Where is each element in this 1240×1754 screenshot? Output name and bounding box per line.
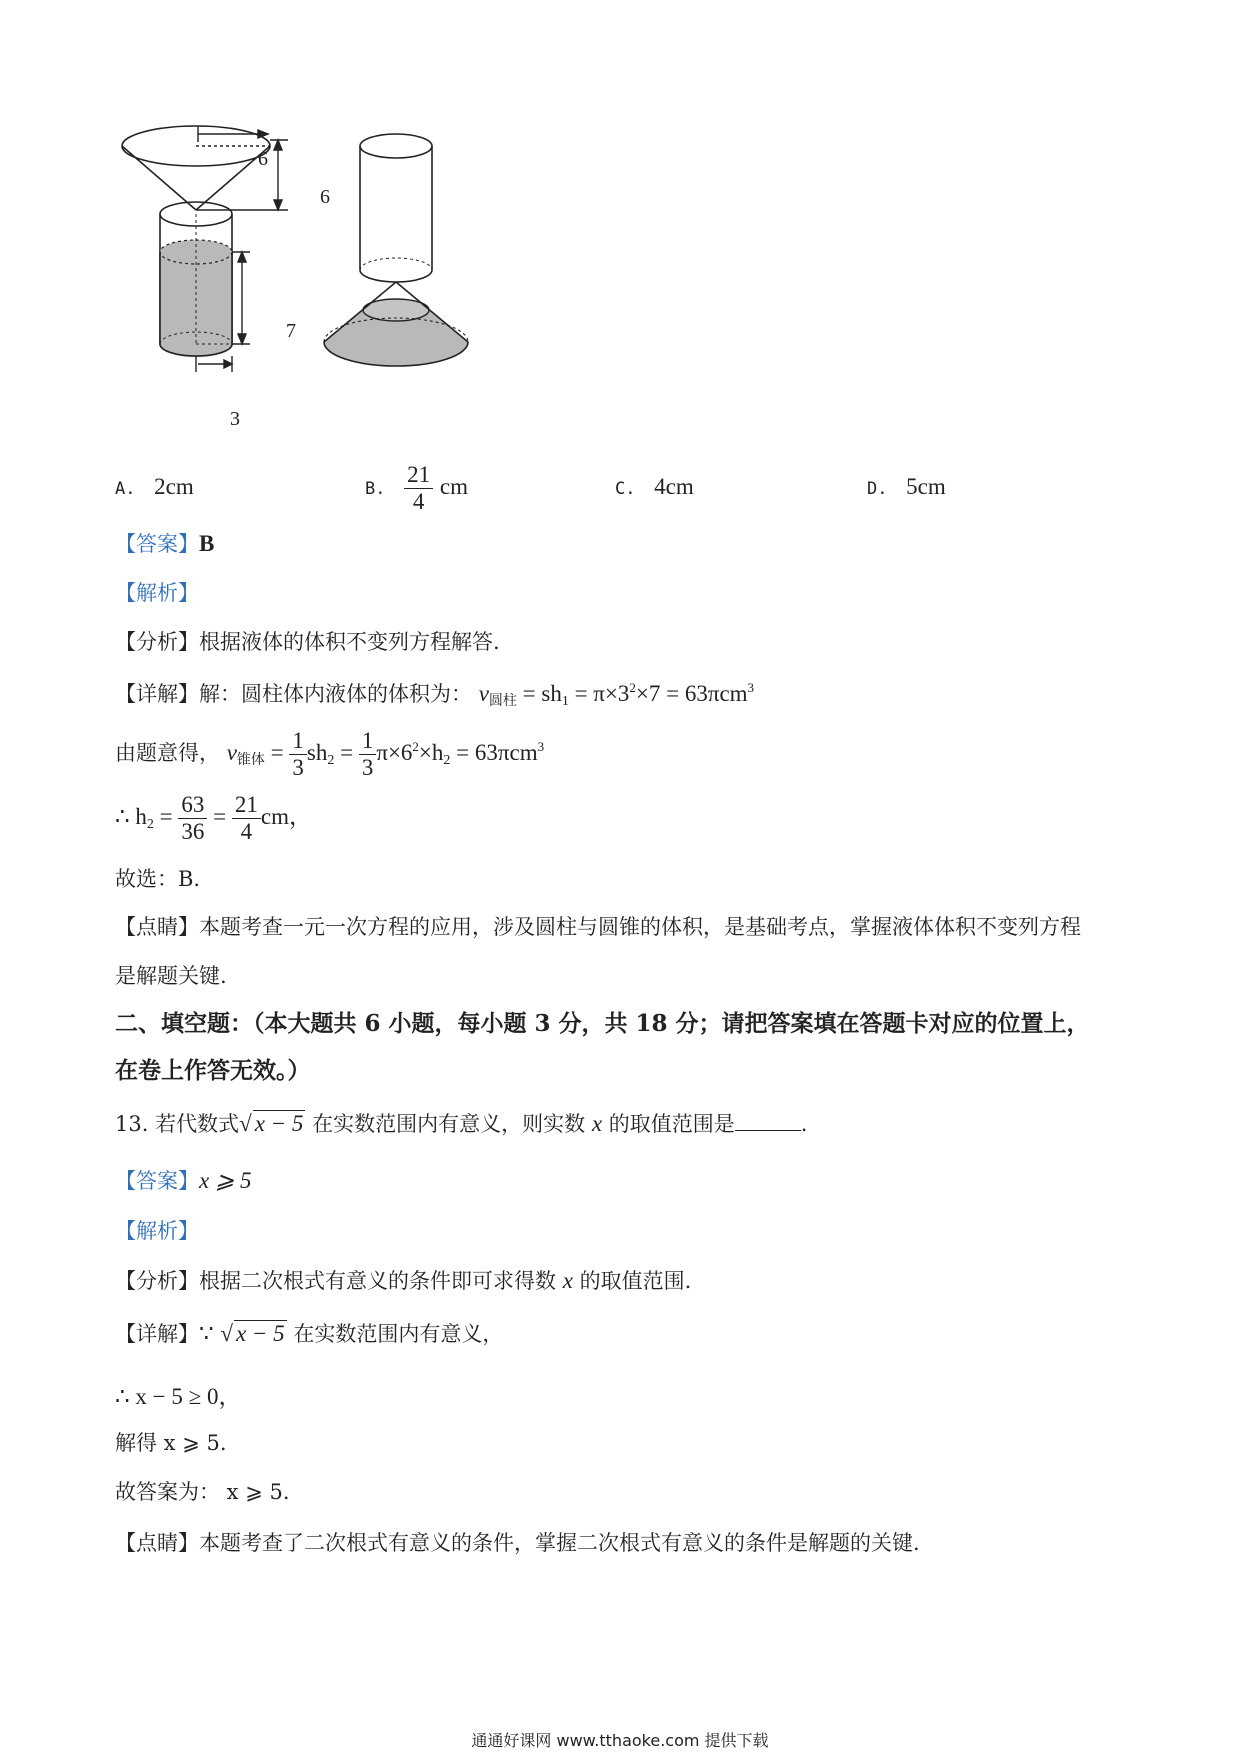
xiangjie-post: 在实数范围内有意义， bbox=[293, 1322, 504, 1346]
funnel-cone bbox=[122, 126, 270, 210]
stem-post: 的取值范围是 bbox=[608, 1112, 735, 1136]
denominator: 4 bbox=[240, 819, 253, 844]
option-c bbox=[615, 474, 694, 500]
q13-analysis-tag: 【解析】 bbox=[115, 1219, 199, 1243]
stem-mid: 在实数范围内有意义，则实数 bbox=[312, 1112, 586, 1136]
label-liquid-height: 7 bbox=[286, 320, 296, 342]
answer-value: B bbox=[199, 531, 215, 556]
denominator: 4 bbox=[412, 489, 425, 514]
q13-step3: 故答案为： x ⩾ 5. bbox=[115, 1480, 290, 1504]
stem-var: x bbox=[591, 1111, 603, 1136]
xiangjie-intro: 解：圆柱体内液体的体积为： bbox=[199, 682, 472, 706]
option-label: C. bbox=[615, 479, 636, 499]
denominator: 36 bbox=[181, 819, 205, 844]
equation-cone-volume: $v_{锥体}$ = $\frac{1}{3}$ $sh_2$ = $\frac{1}{3}$ $\pi\times 6^2\times h_2 = 63\pi cm^3$ bbox=[226, 728, 545, 780]
option-label: B. bbox=[365, 479, 386, 499]
line2-intro: 由题意得， bbox=[115, 740, 220, 765]
dianjing-tag: 【点睛】 bbox=[115, 915, 199, 939]
eq-part: π×6 bbox=[376, 739, 413, 765]
option-text: 5cm bbox=[906, 474, 946, 499]
label-cone-radius: 6 bbox=[258, 148, 268, 170]
empty-cylinder bbox=[360, 134, 432, 282]
eq-part: sh bbox=[306, 739, 328, 765]
answer-value: x ⩾ 5 bbox=[199, 1168, 252, 1193]
dianjing-tag: 【点睛】 bbox=[115, 1531, 199, 1555]
fraction bbox=[404, 462, 433, 515]
answer-tag: 【答案】 bbox=[115, 1169, 199, 1193]
eq-part: = π×3 bbox=[574, 681, 630, 706]
eq-part: ×h bbox=[418, 739, 444, 765]
stem-end: . bbox=[800, 1112, 808, 1136]
answer-tag: 【答案】 bbox=[115, 532, 199, 556]
section2-title-2: 在卷上作答无效。） bbox=[115, 1057, 311, 1084]
section2-title-1: 二、填空题：（本大题共 6 小题，每小题 3 分，共 18 分；请把答案填在答题卡对应的位置上， bbox=[115, 1010, 1090, 1037]
eq-part: cm， bbox=[260, 803, 312, 829]
sub-label: 圆柱 bbox=[488, 694, 517, 709]
q12-dianjing-1 bbox=[115, 911, 1081, 941]
q13-step1: ∴ x − 5 ≥ 0， bbox=[115, 1384, 242, 1409]
q13-fenxi bbox=[115, 1265, 691, 1295]
var-v: v bbox=[226, 739, 237, 765]
numerator: 63 bbox=[178, 792, 207, 819]
xiangjie-tag: 【详解】 bbox=[115, 1322, 199, 1346]
fenxi-post: 的取值范围. bbox=[579, 1269, 692, 1293]
stem-pre: 13. 若代数式 bbox=[115, 1112, 240, 1136]
liquid-height-arrow bbox=[232, 252, 250, 344]
q13-stem bbox=[115, 1108, 807, 1138]
fenxi-text: 根据二次根式有意义的条件即可求得数 bbox=[199, 1269, 556, 1293]
q12-choose: 故选：B. bbox=[115, 867, 201, 891]
footer-source: 通通好课网 www.tthaoke.com 提供下载 bbox=[471, 1731, 769, 1750]
numerator: 21 bbox=[232, 792, 261, 819]
q12-line3: ∴ $h_2$ = $\frac{63}{36}$ = $\frac{21}{4}$ cm， bbox=[115, 792, 312, 844]
dianjing-text: 本题考查了二次根式有意义的条件，掌握二次根式有意义的条件是解题的关键. bbox=[199, 1531, 920, 1555]
because-symbol: ∵ bbox=[199, 1321, 214, 1346]
sub-label: 锥体 bbox=[236, 752, 265, 768]
option-a bbox=[115, 474, 194, 500]
fenxi-var: x bbox=[562, 1268, 573, 1293]
answer-blank bbox=[735, 1112, 801, 1131]
q12-xiangjie bbox=[115, 678, 754, 710]
q13-answer bbox=[115, 1165, 251, 1195]
radicand: x − 5 bbox=[235, 1321, 285, 1346]
option-b bbox=[365, 462, 468, 515]
q12-dianjing-2: 是解题关键. bbox=[115, 964, 227, 988]
cylinder-with-liquid bbox=[160, 202, 232, 356]
option-d bbox=[867, 474, 946, 500]
q12-line2 bbox=[115, 728, 544, 781]
label-cone-height: 6 bbox=[320, 186, 330, 208]
fenxi-text: 根据液体的体积不变列方程解答. bbox=[199, 630, 500, 654]
fenxi-tag: 【分析】 bbox=[115, 630, 199, 654]
option-label: A. bbox=[115, 479, 136, 499]
label-cylinder-radius: 3 bbox=[230, 408, 240, 430]
radicand: x − 5 bbox=[254, 1111, 304, 1136]
q13-step2: 解得 x ⩾ 5. bbox=[115, 1431, 227, 1455]
eq-part: ×7 = 63πcm bbox=[635, 681, 748, 706]
q12-answer bbox=[115, 528, 214, 558]
option-text: 2cm bbox=[154, 474, 194, 499]
xiangjie-tag: 【详解】 bbox=[115, 682, 199, 706]
option-label: D. bbox=[867, 479, 888, 499]
numerator: 21 bbox=[404, 462, 433, 489]
cylinder-radius-arrow bbox=[196, 356, 232, 372]
inverted-cone-with-liquid bbox=[324, 282, 468, 366]
equation-cylinder-volume: $v_{圆柱} = sh_1 = \pi\times 3^2\times 7 = 63\pi cm^3$ bbox=[478, 680, 755, 709]
cone-height-arrow bbox=[196, 140, 288, 210]
geometry-figure bbox=[120, 120, 540, 440]
eq-part: ∴ h bbox=[115, 803, 147, 829]
sqrt-expression: √ x − 5 bbox=[239, 1111, 304, 1136]
q12-analysis-tag: 【解析】 bbox=[115, 581, 199, 605]
q12-fenxi bbox=[115, 626, 500, 656]
q13-xiangjie bbox=[115, 1318, 503, 1348]
eq-part: = sh bbox=[522, 681, 562, 706]
sqrt-expression: √ x − 5 bbox=[220, 1321, 285, 1346]
eq-part: = 63πcm bbox=[456, 739, 538, 765]
fenxi-tag: 【分析】 bbox=[115, 1269, 199, 1293]
option-text: 4cm bbox=[654, 474, 694, 499]
q13-dianjing bbox=[115, 1527, 920, 1557]
dianjing-text: 本题考查一元一次方程的应用，涉及圆柱与圆锥的体积，是基础考点，掌握液体体积不变列方程 bbox=[199, 915, 1081, 939]
option-unit: cm bbox=[439, 474, 468, 499]
var-v: v bbox=[478, 681, 489, 706]
